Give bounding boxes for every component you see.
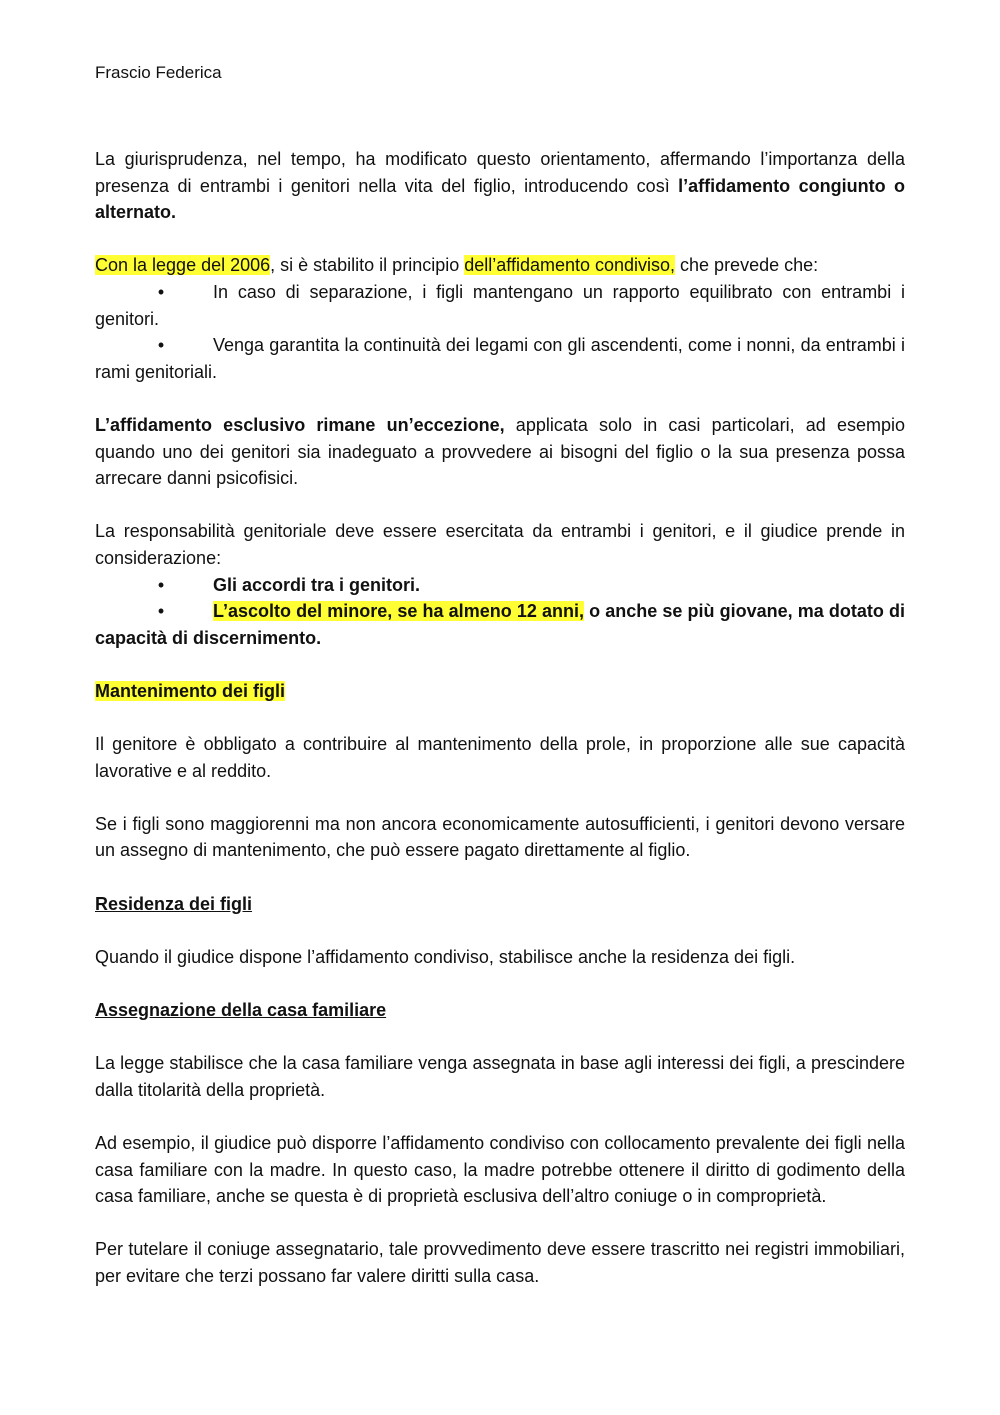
author-header: Frascio Federica — [95, 63, 222, 82]
paragraph-intro-bold: l’affidamento congiunto o alternato. — [95, 175, 905, 223]
list-item-text: In caso di separazione, i figli mantengano un rapporto equilibrato con entrambi i genitori. — [95, 281, 905, 329]
highlight-law-year: Con la legge del 2006 — [95, 255, 271, 276]
list-item-text: Venga garantita la continuità dei legami con gli ascendenti, come i nonni, da entrambi i rami genitoriali. — [95, 335, 905, 382]
paragraph-law-end: che prevede che: — [675, 255, 819, 276]
paragraph-maintenance — [95, 731, 905, 784]
section-heading-maintenance-text: Mantenimento dei figli — [95, 680, 286, 701]
list-item-text: Gli accordi tra i genitori. — [213, 574, 421, 595]
list-item — [95, 572, 905, 599]
section-heading-residence — [95, 891, 905, 918]
paragraph-family-home — [95, 1050, 905, 1103]
paragraph-protection — [95, 1236, 905, 1289]
bullet-icon: • — [157, 601, 165, 622]
highlight-minor-hearing: L’ascolto del minore, se ha almeno 12 anni, — [213, 601, 584, 622]
paragraph-adult-children-text: Se i figli sono maggiorenni ma non ancora economicamente autosufficienti, i genitori devono versare un assegno di mantenimento, che può essere pagato direttamente al figlio. — [95, 813, 905, 861]
list-item — [95, 332, 905, 385]
paragraph-responsibility-text: La responsabilità genitoriale deve essere esercitata da entrambi i genitori, e il giudice prende in considerazione: — [95, 521, 905, 568]
section-heading-maintenance — [95, 678, 905, 705]
paragraph-adult-children — [95, 811, 905, 864]
paragraph-protection-text: Per tutelare il coniuge assegnatario, tale provvedimento deve essere trascritto nei registri immobiliari, per evitare che terzi possano far valere diritti sulla casa. — [95, 1239, 905, 1286]
paragraph-law-2006 — [95, 252, 905, 279]
paragraph-residence-text: Quando il giudice dispone l’affidamento condiviso, stabilisce anche la residenza dei figli. — [95, 946, 796, 967]
paragraph-exclusive-text: applicata solo in casi particolari, ad esempio quando uno dei genitori sia inadeguato a provvedere ai bisogni del figlio o la sua presenza possa arrecare danni psicofisici. — [95, 414, 906, 489]
paragraph-family-home-text: La legge stabilisce che la casa familiare venga assegnata in base agli interessi dei figli, a prescindere dalla titolarità della proprietà. — [95, 1053, 905, 1100]
paragraph-exclusive-bold: L’affidamento esclusivo rimane un’eccezione, — [95, 414, 505, 435]
section-heading-residence-text: Residenza dei figli — [95, 893, 253, 914]
paragraph-example-text: Ad esempio, il giudice può disporre l’affidamento condiviso con collocamento prevalente dei figli nella casa familiare con la madre. In questo caso, la madre potrebbe ottenere il diritto di godimento della casa familiare, anche se questa è di proprietà esclusiva dell’altro coniuge o in comproprietà. — [95, 1132, 905, 1207]
paragraph-law-mid: , si è stabilito il principio — [270, 255, 465, 276]
highlight-shared-custody: dell’affidamento condiviso, — [464, 255, 676, 276]
section-heading-family-home — [95, 997, 905, 1024]
bullet-icon: • — [157, 574, 165, 595]
list-item-text: o anche se più giovane, ma dotato di capacità di discernimento. — [95, 601, 905, 648]
paragraph-responsibility — [95, 518, 905, 571]
list-item — [95, 279, 905, 332]
paragraph-exclusive-custody — [95, 412, 905, 492]
paragraph-residence — [95, 944, 905, 971]
bullet-icon: • — [157, 281, 165, 302]
bullet-icon: • — [157, 335, 165, 356]
paragraph-intro-text: La giurisprudenza, nel tempo, ha modificato questo orientamento, affermando l’importanza della presenza di entrambi i genitori nella vita del figlio, introducendo così — [95, 149, 905, 196]
section-heading-family-home-text: Assegnazione della casa familiare — [95, 1000, 387, 1020]
paragraph-maintenance-text: Il genitore è obbligato a contribuire al mantenimento della prole, in proporzione alle sue capacità lavorative e al reddito. — [95, 734, 905, 781]
list-item — [95, 598, 905, 651]
paragraph-intro — [95, 146, 905, 226]
paragraph-example — [95, 1130, 905, 1210]
